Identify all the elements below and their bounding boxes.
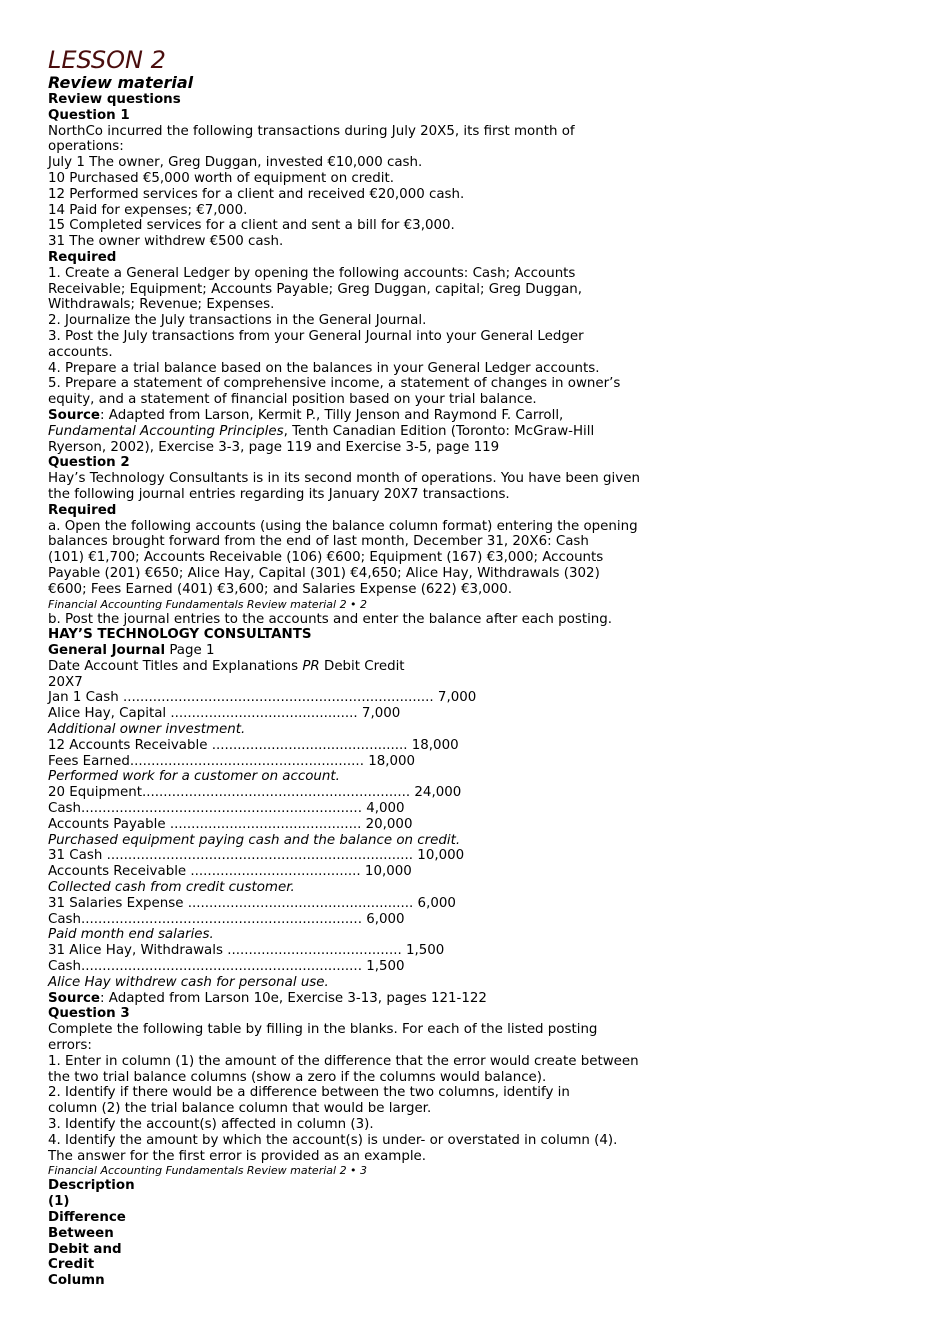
source-book-title: Fundamental Accounting Principles <box>48 423 284 439</box>
journal-entry-line: 20 Equipment............................................................... 24,000 <box>48 785 462 801</box>
q2-intro-line: the following journal entries regarding its January 20X7 transactions. <box>48 486 510 502</box>
q3-line: 1. Enter in column (1) the amount of the difference that the error would create between <box>48 1053 639 1069</box>
q2-required-heading: Required <box>48 502 117 518</box>
q3-line: 4. Identify the amount by which the account(s) is under- or overstated in column (4). <box>48 1132 618 1148</box>
q1-transaction: July 1 The owner, Greg Duggan, invested €10,000 cash. <box>48 155 423 171</box>
q2-required-line: a. Open the following accounts (using the balance column format) entering the opening <box>48 518 638 534</box>
q1-required-line: Receivable; Equipment; Accounts Payable; Greg Duggan, capital; Greg Duggan, <box>48 281 583 297</box>
table-header-line: Column <box>48 1273 105 1289</box>
q2-required-line: b. Post the journal entries to the accounts and enter the balance after each posting. <box>48 611 613 627</box>
journal-label: General Journal <box>48 643 166 659</box>
question-1-heading: Question 1 <box>48 107 130 123</box>
journal-entry-line: Alice Hay, Capital ............................................ 7,000 <box>48 706 401 722</box>
journal-page: Page 1 <box>165 643 215 659</box>
journal-entry-line: Cash.................................................................. 1,500 <box>48 959 405 975</box>
journal-entry-explanation: Collected cash from credit customer. <box>48 880 295 896</box>
review-material-heading: Review material <box>48 73 194 92</box>
source-text: : Adapted from Larson, Kermit P., Tilly Jenson and Raymond F. Carroll, <box>100 407 564 423</box>
journal-entry-line: 31 Alice Hay, Withdrawals ......................................... 1,500 <box>48 943 445 959</box>
journal-entry-line: 31 Salaries Expense ..................................................... 6,000 <box>48 895 456 911</box>
q1-required-line: 3. Post the July transactions from your General Journal into your General Ledger <box>48 328 584 344</box>
q1-source-line: Ryerson, 2002), Exercise 3-3, page 119 and Exercise 3-5, page 119 <box>48 439 500 455</box>
q1-intro-line: operations: <box>48 139 124 155</box>
q3-line: errors: <box>48 1038 92 1054</box>
q1-required-heading: Required <box>48 249 117 265</box>
journal-entry-line: Cash.................................................................. 6,000 <box>48 911 405 927</box>
q1-required-line: equity, and a statement of financial position based on your trial balance. <box>48 392 537 408</box>
journal-entry-explanation: Purchased equipment paying cash and the balance on credit. <box>48 832 461 848</box>
q2-intro-line: Hay’s Technology Consultants is in its second month of operations. You have been given <box>48 471 640 487</box>
q1-transaction: 31 The owner withdrew €500 cash. <box>48 234 284 250</box>
journal-entry-explanation: Additional owner investment. <box>48 722 246 738</box>
q1-source-line <box>48 424 950 440</box>
journal-entry-line: 12 Accounts Receivable .............................................. 18,000 <box>48 737 459 753</box>
q1-transaction: 15 Completed services for a client and sent a bill for €3,000. <box>48 218 455 234</box>
journal-entry-line: Accounts Payable ............................................. 20,000 <box>48 816 413 832</box>
q2-required-line: balances brought forward from the end of last month, December 31, 20X6: Cash <box>48 534 589 550</box>
q3-line: 2. Identify if there would be a difference between the two columns, identify in <box>48 1085 570 1101</box>
q3-line: 3. Identify the account(s) affected in column (3). <box>48 1117 374 1132</box>
question-2-heading: Question 2 <box>48 455 130 471</box>
table-header-line: Description <box>48 1178 135 1194</box>
q1-required-line: 1. Create a General Ledger by opening the following accounts: Cash; Accounts <box>48 265 576 281</box>
q1-transaction: 12 Performed services for a client and received €20,000 cash. <box>48 186 465 202</box>
q1-transaction: 10 Purchased €5,000 worth of equipment on credit. <box>48 170 394 186</box>
source-text: , Tenth Canadian Edition (Toronto: McGraw-Hill <box>283 423 595 439</box>
q1-transaction: 14 Paid for expenses; €7,000. <box>48 202 248 218</box>
q3-line: column (2) the trial balance column that would be larger. <box>48 1101 432 1117</box>
table-header-line: (1) <box>48 1194 70 1210</box>
q2-required-line: (101) €1,700; Accounts Receivable (106) €600; Equipment (167) €3,000; Accounts <box>48 550 604 566</box>
q1-source <box>48 408 950 424</box>
q2-source <box>48 991 950 1007</box>
journal-entry-line: Accounts Receivable ........................................ 10,000 <box>48 864 412 880</box>
journal-entry-line: 31 Cash ........................................................................ 10,000 <box>48 848 465 864</box>
lesson-title: LESSON 2 <box>48 46 166 74</box>
journal-entries <box>48 690 950 990</box>
journal-entry-line: Fees Earned....................................................... 18,000 <box>48 753 416 769</box>
q1-required-line: 2. Journalize the July transactions in the General Journal. <box>48 313 427 329</box>
question-3-heading: Question 3 <box>48 1006 130 1022</box>
table-header-line: Credit <box>48 1257 95 1273</box>
source-label: Source <box>48 990 100 1006</box>
journal-entry-line: Jan 1 Cash ......................................................................... 7,000 <box>48 690 477 706</box>
table-header-line: Difference <box>48 1209 126 1225</box>
page-footer: Financial Accounting Fundamentals Review material 2 • 2 <box>48 597 368 611</box>
q1-intro-line: NorthCo incurred the following transactions during July 20X5, its first month of <box>48 123 575 139</box>
source-label: Source <box>48 407 100 423</box>
review-questions-heading: Review questions <box>48 92 181 107</box>
q1-required-line: 4. Prepare a trial balance based on the balances in your General Ledger accounts. <box>48 360 600 376</box>
table-header-line: Between <box>48 1225 114 1241</box>
q2-required-line: €600; Fees Earned (401) €3,600; and Salaries Expense (622) €3,000. <box>48 581 513 597</box>
q1-required-line: accounts. <box>48 344 113 360</box>
source-text: : Adapted from Larson 10e, Exercise 3-13, pages 121-122 <box>100 990 487 1006</box>
q3-line: The answer for the first error is provided as an example. <box>48 1148 427 1164</box>
q3-line: Complete the following table by filling in the blanks. For each of the listed posting <box>48 1022 598 1038</box>
columns-text: Debit Credit <box>319 658 405 674</box>
journal-columns <box>48 659 950 675</box>
journal-title <box>48 643 950 659</box>
journal-entry-line: Cash.................................................................. 4,000 <box>48 801 405 817</box>
q2-required-line: Payable (201) €650; Alice Hay, Capital (301) €4,650; Alice Hay, Withdrawals (302) <box>48 565 600 581</box>
journal-entry-explanation: Alice Hay withdrew cash for personal use. <box>48 974 329 990</box>
journal-entry-explanation: Performed work for a customer on account. <box>48 769 340 785</box>
journal-year: 20X7 <box>48 674 83 690</box>
page-footer: Financial Accounting Fundamentals Review material 2 • 3 <box>48 1164 368 1178</box>
journal-entry-explanation: Paid month end salaries. <box>48 927 214 943</box>
table-header-line: Debit and <box>48 1241 122 1257</box>
company-name: HAY’S TECHNOLOGY CONSULTANTS <box>48 627 312 643</box>
q1-required-line: 5. Prepare a statement of comprehensive income, a statement of changes in owner’s <box>48 376 621 392</box>
q1-required-line: Withdrawals; Revenue; Expenses. <box>48 297 275 313</box>
columns-pr: PR <box>302 658 320 674</box>
columns-text: Date Account Titles and Explanations <box>48 658 303 674</box>
q3-line: the two trial balance columns (show a zero if the columns would balance). <box>48 1069 547 1085</box>
